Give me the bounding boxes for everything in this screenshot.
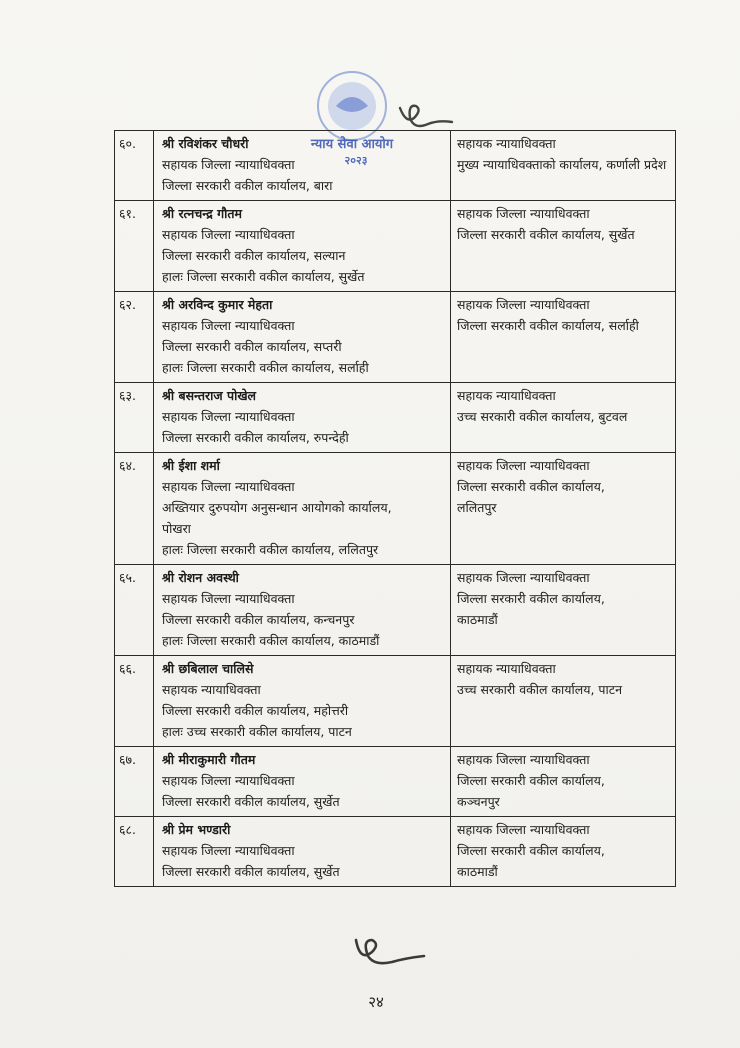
serial-number: ६८. (115, 817, 154, 887)
new-posting-line: सहायक जिल्ला न्यायाधिवक्ता (457, 822, 590, 837)
new-posting-line: उच्च सरकारी वकील कार्यालय, पाटन (457, 682, 623, 697)
seal-year: २०२३ (344, 154, 368, 167)
table-row (115, 292, 676, 383)
new-posting-cell (451, 383, 676, 453)
current-posting-line: सहायक जिल्ला न्यायाधिवक्ता (162, 591, 295, 606)
current-posting-line: सहायक जिल्ला न्यायाधिवक्ता (162, 479, 295, 494)
signature-bottom (348, 930, 430, 970)
new-posting-line: जिल्ला सरकारी वकील कार्यालय, (457, 773, 605, 788)
current-posting-line: सहायक जिल्ला न्यायाधिवक्ता (162, 773, 295, 788)
current-posting-line: जिल्ला सरकारी वकील कार्यालय, बारा (162, 178, 333, 193)
employee-name: श्री छबिलाल चालिसे (162, 661, 254, 676)
new-posting-line: सहायक जिल्ला न्यायाधिवक्ता (457, 752, 590, 767)
current-posting-line: सहायक न्यायाधिवक्ता (162, 682, 261, 697)
table-row (115, 656, 676, 747)
table-row (115, 201, 676, 292)
new-posting-line: सहायक न्यायाधिवक्ता (457, 136, 556, 151)
current-posting-line: हालः जिल्ला सरकारी वकील कार्यालय, काठमाडौं (162, 633, 380, 648)
employee-name: श्री अरविन्द कुमार मेहता (162, 297, 273, 312)
table-row (115, 817, 676, 887)
new-posting-cell (451, 565, 676, 656)
current-posting-line: जिल्ला सरकारी वकील कार्यालय, रुपन्देही (162, 430, 349, 445)
current-posting-cell (154, 453, 451, 565)
current-posting-line: पोखरा (162, 521, 191, 536)
new-posting-line: कञ्चनपुर (457, 794, 500, 809)
new-posting-line: जिल्ला सरकारी वकील कार्यालय, सर्लाही (457, 318, 639, 333)
current-posting-line: हालः जिल्ला सरकारी वकील कार्यालय, सर्लाही (162, 360, 369, 375)
new-posting-line: सहायक जिल्ला न्यायाधिवक्ता (457, 570, 590, 585)
current-posting-line: सहायक जिल्ला न्यायाधिवक्ता (162, 157, 295, 172)
current-posting-line: सहायक जिल्ला न्यायाधिवक्ता (162, 409, 295, 424)
serial-number: ६३. (115, 383, 154, 453)
current-posting-cell (154, 292, 451, 383)
employee-name: श्री बसन्तराज पोखेल (162, 388, 257, 403)
new-posting-cell (451, 656, 676, 747)
new-posting-line: जिल्ला सरकारी वकील कार्यालय, (457, 843, 605, 858)
new-posting-line: उच्च सरकारी वकील कार्यालय, बुटवल (457, 409, 628, 424)
new-posting-line: काठमाडौं (457, 864, 498, 879)
current-posting-line: जिल्ला सरकारी वकील कार्यालय, सुर्खेत (162, 864, 340, 879)
current-posting-line: हालः जिल्ला सरकारी वकील कार्यालय, सुर्खेत (162, 269, 365, 284)
serial-number: ६६. (115, 656, 154, 747)
current-posting-cell (154, 656, 451, 747)
new-posting-cell (451, 201, 676, 292)
current-posting-cell (154, 201, 451, 292)
serial-number: ६४. (115, 453, 154, 565)
new-posting-line: काठमाडौं (457, 612, 498, 627)
new-posting-cell (451, 817, 676, 887)
current-posting-line: सहायक जिल्ला न्यायाधिवक्ता (162, 227, 295, 242)
new-posting-cell (451, 453, 676, 565)
current-posting-cell (154, 383, 451, 453)
current-posting-cell (154, 817, 451, 887)
serial-number: ६७. (115, 747, 154, 817)
new-posting-cell (451, 292, 676, 383)
current-posting-line: सहायक जिल्ला न्यायाधिवक्ता (162, 843, 295, 858)
employee-name: श्री रोशन अवस्थी (162, 570, 239, 585)
new-posting-line: जिल्ला सरकारी वकील कार्यालय, सुर्खेत (457, 227, 635, 242)
table-row (115, 131, 676, 201)
new-posting-line: ललितपुर (457, 500, 497, 515)
new-posting-line: सहायक जिल्ला न्यायाधिवक्ता (457, 297, 590, 312)
current-posting-line: अख्तियार दुरुपयोग अनुसन्धान आयोगको कार्यालय, (162, 500, 392, 515)
serial-number: ६१. (115, 201, 154, 292)
table-row (115, 747, 676, 817)
new-posting-line: सहायक न्यायाधिवक्ता (457, 661, 556, 676)
current-posting-line: हालः उच्च सरकारी वकील कार्यालय, पाटन (162, 724, 352, 739)
employee-name: श्री रत्नचन्द्र गौतम (162, 206, 242, 221)
current-posting-cell (154, 565, 451, 656)
new-posting-line: सहायक न्यायाधिवक्ता (457, 388, 556, 403)
new-posting-line: जिल्ला सरकारी वकील कार्यालय, (457, 479, 605, 494)
serial-number: ६०. (115, 131, 154, 201)
current-posting-line: जिल्ला सरकारी वकील कार्यालय, सुर्खेत (162, 794, 340, 809)
table-row (115, 565, 676, 656)
current-posting-line: जिल्ला सरकारी वकील कार्यालय, सल्यान (162, 248, 346, 263)
employee-name: श्री मीराकुमारी गौतम (162, 752, 256, 767)
current-posting-line: सहायक जिल्ला न्यायाधिवक्ता (162, 318, 295, 333)
table-row (115, 383, 676, 453)
new-posting-line: सहायक जिल्ला न्यायाधिवक्ता (457, 458, 590, 473)
new-posting-line: सहायक जिल्ला न्यायाधिवक्ता (457, 206, 590, 221)
current-posting-cell (154, 747, 451, 817)
new-posting-cell (451, 131, 676, 201)
new-posting-line: जिल्ला सरकारी वकील कार्यालय, (457, 591, 605, 606)
employee-name: श्री रविशंकर चौधरी (162, 136, 249, 151)
current-posting-line: हालः जिल्ला सरकारी वकील कार्यालय, ललितपुर (162, 542, 379, 557)
employee-name: श्री ईशा शर्मा (162, 458, 220, 473)
serial-number: ६२. (115, 292, 154, 383)
current-posting-line: जिल्ला सरकारी वकील कार्यालय, सप्तरी (162, 339, 342, 354)
new-posting-line: मुख्य न्यायाधिवक्ताको कार्यालय, कर्णाली प्रदेश (457, 157, 667, 172)
current-posting-cell (154, 131, 451, 201)
new-posting-cell (451, 747, 676, 817)
page-number: २४ (368, 993, 384, 1011)
transfer-table (114, 130, 676, 887)
serial-number: ६५. (115, 565, 154, 656)
current-posting-line: जिल्ला सरकारी वकील कार्यालय, कन्चनपुर (162, 612, 355, 627)
employee-name: श्री प्रेम भण्डारी (162, 822, 231, 837)
table-row (115, 453, 676, 565)
current-posting-line: जिल्ला सरकारी वकील कार्यालय, महोत्तरी (162, 703, 349, 718)
seal-text: न्याय सेवा आयोग (310, 137, 394, 152)
